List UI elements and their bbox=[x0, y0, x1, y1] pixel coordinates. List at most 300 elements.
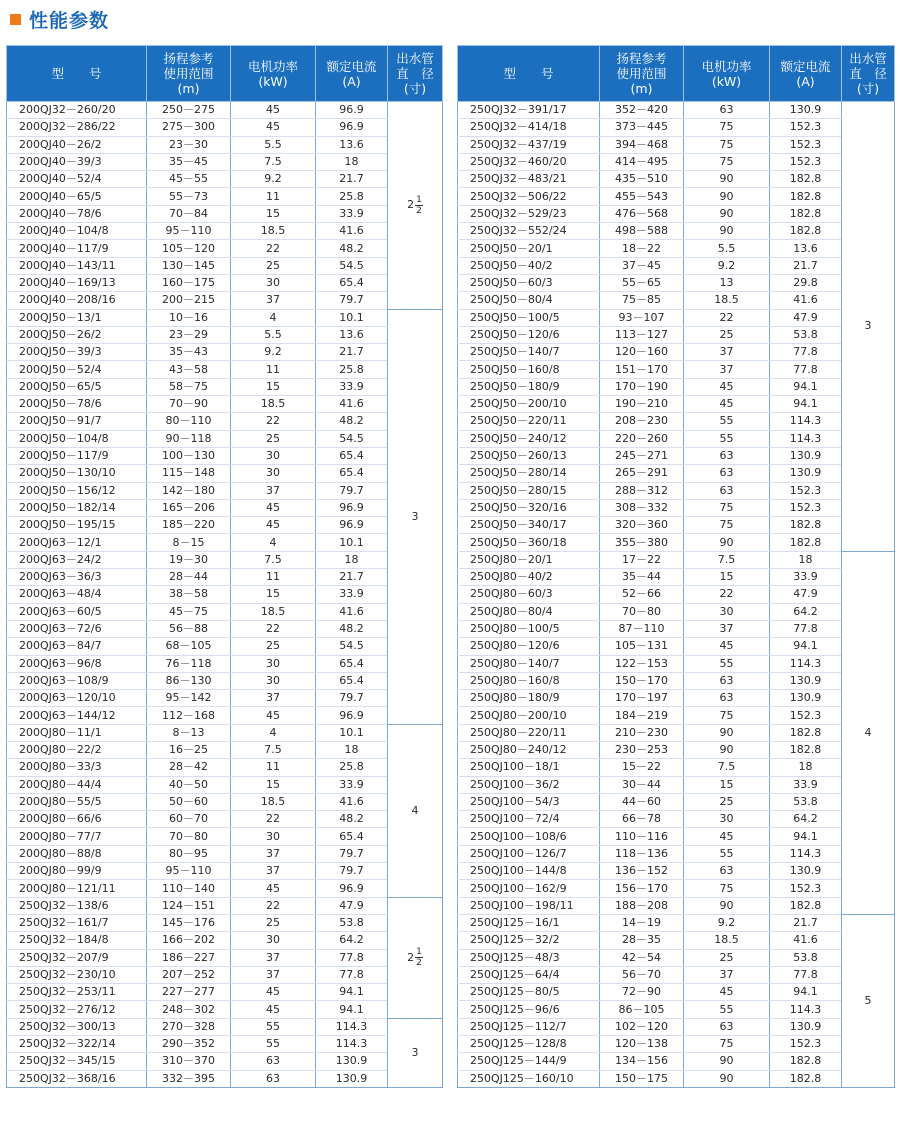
table-row bbox=[458, 603, 895, 620]
current-cell: 21.7 bbox=[316, 171, 388, 188]
power-cell: 45 bbox=[684, 638, 770, 655]
model-cell: 200QJ40－143/11 bbox=[7, 257, 147, 274]
table-row bbox=[458, 188, 895, 205]
current-cell: 29.8 bbox=[770, 274, 842, 291]
current-cell: 64.2 bbox=[770, 603, 842, 620]
model-cell: 200QJ63－72/6 bbox=[7, 620, 147, 637]
power-cell: 5.5 bbox=[231, 136, 316, 153]
current-cell: 182.8 bbox=[770, 724, 842, 741]
head-range-cell: 184－219 bbox=[600, 707, 684, 724]
head-range-cell: 112－168 bbox=[147, 707, 231, 724]
outlet-diameter-cell: 4 bbox=[842, 551, 895, 914]
current-cell: 77.8 bbox=[770, 620, 842, 637]
model-cell: 250QJ32－322/14 bbox=[7, 1036, 147, 1053]
head-range-cell: 38－58 bbox=[147, 586, 231, 603]
power-cell: 25 bbox=[231, 914, 316, 931]
power-cell: 9.2 bbox=[231, 344, 316, 361]
head-range-cell: 120－138 bbox=[600, 1036, 684, 1053]
current-cell: 13.6 bbox=[770, 240, 842, 257]
power-cell: 45 bbox=[231, 119, 316, 136]
head-range-cell: 86－105 bbox=[600, 1001, 684, 1018]
table-row bbox=[458, 447, 895, 464]
model-cell: 200QJ32－260/20 bbox=[7, 102, 147, 119]
model-cell: 200QJ80－99/9 bbox=[7, 863, 147, 880]
power-cell: 4 bbox=[231, 724, 316, 741]
power-cell: 90 bbox=[684, 1070, 770, 1087]
model-cell: 250QJ125－64/4 bbox=[458, 966, 600, 983]
table-row bbox=[7, 707, 443, 724]
power-cell: 90 bbox=[684, 188, 770, 205]
table-row bbox=[7, 949, 443, 966]
current-cell: 53.8 bbox=[770, 326, 842, 343]
head-range-cell: 37－45 bbox=[600, 257, 684, 274]
current-cell: 130.9 bbox=[770, 1018, 842, 1035]
current-cell: 33.9 bbox=[316, 776, 388, 793]
head-range-cell: 145－176 bbox=[147, 914, 231, 931]
table-row bbox=[458, 153, 895, 170]
table-row bbox=[458, 240, 895, 257]
head-range-cell: 394－468 bbox=[600, 136, 684, 153]
power-cell: 25 bbox=[684, 326, 770, 343]
current-cell: 182.8 bbox=[770, 897, 842, 914]
head-range-cell: 45－75 bbox=[147, 603, 231, 620]
head-range-cell: 58－75 bbox=[147, 378, 231, 395]
outlet-diameter-cell: 5 bbox=[842, 914, 895, 1087]
head-range-cell: 200－215 bbox=[147, 292, 231, 309]
table-row bbox=[458, 171, 895, 188]
current-cell: 65.4 bbox=[316, 655, 388, 672]
fraction-numerator: 1 bbox=[416, 194, 422, 205]
model-cell: 200QJ40－39/3 bbox=[7, 153, 147, 170]
table-row bbox=[458, 205, 895, 222]
current-cell: 94.1 bbox=[770, 984, 842, 1001]
table-row bbox=[458, 569, 895, 586]
table-row bbox=[458, 793, 895, 810]
power-cell: 7.5 bbox=[231, 551, 316, 568]
table-row bbox=[7, 914, 443, 931]
model-cell: 200QJ50－182/14 bbox=[7, 499, 147, 516]
current-cell: 182.8 bbox=[770, 534, 842, 551]
fraction-denominator: 2 bbox=[416, 205, 422, 216]
power-cell: 4 bbox=[231, 309, 316, 326]
current-cell: 94.1 bbox=[770, 378, 842, 395]
model-cell: 250QJ80－20/1 bbox=[458, 551, 600, 568]
table-row bbox=[7, 966, 443, 983]
table-row bbox=[7, 223, 443, 240]
model-cell: 250QJ50－100/5 bbox=[458, 309, 600, 326]
table-row bbox=[458, 482, 895, 499]
table-header-row bbox=[458, 46, 895, 102]
head-range-cell: 124－151 bbox=[147, 897, 231, 914]
head-range-cell: 352－420 bbox=[600, 102, 684, 119]
current-cell: 79.7 bbox=[316, 690, 388, 707]
current-cell: 77.8 bbox=[770, 344, 842, 361]
model-cell: 250QJ32－300/13 bbox=[7, 1018, 147, 1035]
power-cell: 15 bbox=[684, 569, 770, 586]
power-cell: 30 bbox=[231, 672, 316, 689]
diameter-fraction bbox=[415, 947, 423, 968]
power-cell: 30 bbox=[231, 932, 316, 949]
model-cell: 250QJ50－160/8 bbox=[458, 361, 600, 378]
head-range-cell: 210－230 bbox=[600, 724, 684, 741]
power-cell: 75 bbox=[684, 517, 770, 534]
power-cell: 45 bbox=[231, 707, 316, 724]
current-cell: 48.2 bbox=[316, 811, 388, 828]
current-cell: 96.9 bbox=[316, 119, 388, 136]
table-row bbox=[7, 447, 443, 464]
model-cell: 200QJ80－55/5 bbox=[7, 793, 147, 810]
head-range-cell: 332－395 bbox=[147, 1070, 231, 1087]
head-range-cell: 185－220 bbox=[147, 517, 231, 534]
head-range-cell: 245－271 bbox=[600, 447, 684, 464]
table-row bbox=[458, 102, 895, 119]
model-cell: 250QJ50－60/3 bbox=[458, 274, 600, 291]
power-cell: 90 bbox=[684, 897, 770, 914]
table-row bbox=[7, 344, 443, 361]
model-cell: 200QJ63－24/2 bbox=[7, 551, 147, 568]
head-range-cell: 115－148 bbox=[147, 465, 231, 482]
model-cell: 200QJ40－78/6 bbox=[7, 205, 147, 222]
current-cell: 79.7 bbox=[316, 292, 388, 309]
model-cell: 250QJ125－96/6 bbox=[458, 1001, 600, 1018]
power-cell: 7.5 bbox=[231, 153, 316, 170]
model-cell: 250QJ80－180/9 bbox=[458, 690, 600, 707]
head-range-cell: 14－19 bbox=[600, 914, 684, 931]
power-cell: 45 bbox=[231, 517, 316, 534]
current-cell: 114.3 bbox=[770, 430, 842, 447]
head-range-cell: 118－136 bbox=[600, 845, 684, 862]
current-cell: 21.7 bbox=[770, 257, 842, 274]
model-cell: 200QJ80－22/2 bbox=[7, 741, 147, 758]
model-cell: 250QJ50－280/14 bbox=[458, 465, 600, 482]
head-range-cell: 55－73 bbox=[147, 188, 231, 205]
header-rated-current: 额定电流 (A) bbox=[770, 46, 842, 102]
table-row bbox=[458, 413, 895, 430]
model-cell: 200QJ50－65/5 bbox=[7, 378, 147, 395]
table-row bbox=[458, 309, 895, 326]
current-cell: 182.8 bbox=[770, 171, 842, 188]
outlet-diameter-cell: 4 bbox=[388, 724, 443, 897]
head-range-cell: 56－70 bbox=[600, 966, 684, 983]
power-cell: 55 bbox=[684, 430, 770, 447]
table-row bbox=[7, 482, 443, 499]
table-row bbox=[458, 759, 895, 776]
current-cell: 182.8 bbox=[770, 205, 842, 222]
current-cell: 96.9 bbox=[316, 102, 388, 119]
model-cell: 250QJ100－144/8 bbox=[458, 863, 600, 880]
table-row bbox=[458, 119, 895, 136]
current-cell: 21.7 bbox=[316, 344, 388, 361]
model-cell: 250QJ125－48/3 bbox=[458, 949, 600, 966]
table-row bbox=[458, 672, 895, 689]
table-row bbox=[458, 914, 895, 931]
model-cell: 250QJ125－128/8 bbox=[458, 1036, 600, 1053]
current-cell: 18 bbox=[316, 551, 388, 568]
current-cell: 10.1 bbox=[316, 534, 388, 551]
header-head-range: 扬程参考 使用范围 (m) bbox=[600, 46, 684, 102]
model-cell: 200QJ63－36/3 bbox=[7, 569, 147, 586]
table-row bbox=[458, 984, 895, 1001]
table-row bbox=[7, 845, 443, 862]
table-row bbox=[7, 1001, 443, 1018]
current-cell: 96.9 bbox=[316, 499, 388, 516]
head-range-cell: 70－80 bbox=[600, 603, 684, 620]
power-cell: 75 bbox=[684, 707, 770, 724]
head-range-cell: 160－175 bbox=[147, 274, 231, 291]
head-range-cell: 10－16 bbox=[147, 309, 231, 326]
head-range-cell: 28－42 bbox=[147, 759, 231, 776]
table-row bbox=[458, 274, 895, 291]
table-row bbox=[458, 257, 895, 274]
table-row bbox=[458, 1001, 895, 1018]
power-cell: 30 bbox=[231, 465, 316, 482]
model-cell: 200QJ80－121/11 bbox=[7, 880, 147, 897]
power-cell: 25 bbox=[231, 638, 316, 655]
model-cell: 200QJ80－11/1 bbox=[7, 724, 147, 741]
model-cell: 250QJ50－220/11 bbox=[458, 413, 600, 430]
header-model: 型 号 bbox=[7, 46, 147, 102]
page-title: 性能参数 bbox=[29, 9, 110, 32]
head-range-cell: 60－70 bbox=[147, 811, 231, 828]
head-range-cell: 186－227 bbox=[147, 949, 231, 966]
head-range-cell: 156－170 bbox=[600, 880, 684, 897]
power-cell: 63 bbox=[231, 1053, 316, 1070]
current-cell: 18 bbox=[770, 551, 842, 568]
current-cell: 41.6 bbox=[770, 292, 842, 309]
power-cell: 30 bbox=[684, 811, 770, 828]
current-cell: 25.8 bbox=[316, 759, 388, 776]
head-range-cell: 134－156 bbox=[600, 1053, 684, 1070]
power-cell: 90 bbox=[684, 223, 770, 240]
model-cell: 200QJ63－12/1 bbox=[7, 534, 147, 551]
power-cell: 37 bbox=[684, 966, 770, 983]
power-cell: 25 bbox=[684, 949, 770, 966]
power-cell: 45 bbox=[684, 984, 770, 1001]
model-cell: 250QJ32－437/19 bbox=[458, 136, 600, 153]
head-range-cell: 45－55 bbox=[147, 171, 231, 188]
head-range-cell: 275－300 bbox=[147, 119, 231, 136]
power-cell: 37 bbox=[231, 690, 316, 707]
current-cell: 77.8 bbox=[770, 966, 842, 983]
current-cell: 79.7 bbox=[316, 863, 388, 880]
table-row bbox=[7, 690, 443, 707]
power-cell: 25 bbox=[231, 430, 316, 447]
model-cell: 200QJ50－195/15 bbox=[7, 517, 147, 534]
power-cell: 22 bbox=[231, 897, 316, 914]
model-cell: 250QJ80－80/4 bbox=[458, 603, 600, 620]
current-cell: 18 bbox=[770, 759, 842, 776]
power-cell: 90 bbox=[684, 534, 770, 551]
current-cell: 10.1 bbox=[316, 724, 388, 741]
power-cell: 18.5 bbox=[231, 793, 316, 810]
table-row bbox=[458, 724, 895, 741]
table-row bbox=[7, 413, 443, 430]
table-row bbox=[458, 811, 895, 828]
power-cell: 7.5 bbox=[684, 759, 770, 776]
power-cell: 15 bbox=[231, 205, 316, 222]
model-cell: 200QJ63－60/5 bbox=[7, 603, 147, 620]
head-range-cell: 18－22 bbox=[600, 240, 684, 257]
current-cell: 94.1 bbox=[770, 828, 842, 845]
header-outlet-diameter: 出水管 直 径 (寸) bbox=[388, 46, 443, 102]
model-cell: 200QJ80－77/7 bbox=[7, 828, 147, 845]
table-row bbox=[458, 897, 895, 914]
table-row bbox=[458, 776, 895, 793]
power-cell: 25 bbox=[684, 793, 770, 810]
head-range-cell: 70－80 bbox=[147, 828, 231, 845]
table-row bbox=[7, 240, 443, 257]
head-range-cell: 113－127 bbox=[600, 326, 684, 343]
table-row bbox=[458, 828, 895, 845]
power-cell: 55 bbox=[684, 655, 770, 672]
head-range-cell: 288－312 bbox=[600, 482, 684, 499]
model-cell: 250QJ100－54/3 bbox=[458, 793, 600, 810]
current-cell: 25.8 bbox=[316, 188, 388, 205]
table-row bbox=[458, 136, 895, 153]
power-cell: 45 bbox=[231, 880, 316, 897]
table-row bbox=[7, 517, 443, 534]
performance-table-right bbox=[457, 45, 895, 1088]
power-cell: 30 bbox=[231, 828, 316, 845]
diameter-whole: 2 bbox=[407, 198, 415, 212]
table-row bbox=[458, 223, 895, 240]
table-row bbox=[7, 361, 443, 378]
head-range-cell: 93－107 bbox=[600, 309, 684, 326]
section-title bbox=[10, 6, 109, 32]
current-cell: 152.3 bbox=[770, 1036, 842, 1053]
power-cell: 18.5 bbox=[231, 396, 316, 413]
table-row bbox=[458, 1036, 895, 1053]
current-cell: 65.4 bbox=[316, 672, 388, 689]
table-row bbox=[7, 655, 443, 672]
power-cell: 75 bbox=[684, 136, 770, 153]
current-cell: 182.8 bbox=[770, 223, 842, 240]
power-cell: 63 bbox=[684, 863, 770, 880]
head-range-cell: 43－58 bbox=[147, 361, 231, 378]
table-row bbox=[458, 378, 895, 395]
head-range-cell: 15－22 bbox=[600, 759, 684, 776]
current-cell: 114.3 bbox=[316, 1036, 388, 1053]
head-range-cell: 151－170 bbox=[600, 361, 684, 378]
power-cell: 45 bbox=[231, 102, 316, 119]
current-cell: 10.1 bbox=[316, 309, 388, 326]
power-cell: 22 bbox=[684, 586, 770, 603]
current-cell: 152.3 bbox=[770, 880, 842, 897]
fraction-denominator: 2 bbox=[416, 958, 422, 969]
table-row bbox=[458, 499, 895, 516]
model-cell: 250QJ100－108/6 bbox=[458, 828, 600, 845]
model-cell: 200QJ63－144/12 bbox=[7, 707, 147, 724]
head-range-cell: 102－120 bbox=[600, 1018, 684, 1035]
current-cell: 130.9 bbox=[770, 863, 842, 880]
head-range-cell: 40－50 bbox=[147, 776, 231, 793]
table-body-right bbox=[458, 102, 895, 1088]
model-cell: 250QJ50－240/12 bbox=[458, 430, 600, 447]
head-range-cell: 165－206 bbox=[147, 499, 231, 516]
current-cell: 77.8 bbox=[770, 361, 842, 378]
head-range-cell: 290－352 bbox=[147, 1036, 231, 1053]
table-row bbox=[458, 638, 895, 655]
model-cell: 250QJ32－483/21 bbox=[458, 171, 600, 188]
head-range-cell: 70－90 bbox=[147, 396, 231, 413]
power-cell: 55 bbox=[684, 1001, 770, 1018]
head-range-cell: 35－45 bbox=[147, 153, 231, 170]
head-range-cell: 150－175 bbox=[600, 1070, 684, 1087]
head-range-cell: 170－197 bbox=[600, 690, 684, 707]
model-cell: 250QJ50－180/9 bbox=[458, 378, 600, 395]
model-cell: 250QJ100－198/11 bbox=[458, 897, 600, 914]
head-range-cell: 455－543 bbox=[600, 188, 684, 205]
head-range-cell: 308－332 bbox=[600, 499, 684, 516]
table-row bbox=[7, 465, 443, 482]
power-cell: 45 bbox=[231, 499, 316, 516]
model-cell: 200QJ80－88/8 bbox=[7, 845, 147, 862]
model-cell: 200QJ80－33/3 bbox=[7, 759, 147, 776]
current-cell: 182.8 bbox=[770, 517, 842, 534]
current-cell: 79.7 bbox=[316, 482, 388, 499]
head-range-cell: 100－130 bbox=[147, 447, 231, 464]
header-head-range: 扬程参考 使用范围 (m) bbox=[147, 46, 231, 102]
current-cell: 47.9 bbox=[770, 309, 842, 326]
current-cell: 54.5 bbox=[316, 257, 388, 274]
power-cell: 13 bbox=[684, 274, 770, 291]
head-range-cell: 87－110 bbox=[600, 620, 684, 637]
power-cell: 55 bbox=[231, 1018, 316, 1035]
current-cell: 130.9 bbox=[770, 447, 842, 464]
power-cell: 63 bbox=[684, 102, 770, 119]
table-row bbox=[7, 102, 443, 119]
table-row bbox=[458, 655, 895, 672]
model-cell: 250QJ32－552/24 bbox=[458, 223, 600, 240]
power-cell: 90 bbox=[684, 741, 770, 758]
table-row bbox=[458, 534, 895, 551]
model-cell: 250QJ50－20/1 bbox=[458, 240, 600, 257]
current-cell: 25.8 bbox=[316, 361, 388, 378]
current-cell: 130.9 bbox=[770, 465, 842, 482]
model-cell: 250QJ32－230/10 bbox=[7, 966, 147, 983]
power-cell: 37 bbox=[231, 482, 316, 499]
diameter-fraction bbox=[415, 195, 423, 216]
power-cell: 37 bbox=[684, 344, 770, 361]
outlet-diameter-cell: 3 bbox=[388, 1018, 443, 1087]
model-cell: 250QJ50－260/13 bbox=[458, 447, 600, 464]
model-cell: 200QJ40－169/13 bbox=[7, 274, 147, 291]
power-cell: 63 bbox=[684, 1018, 770, 1035]
current-cell: 152.3 bbox=[770, 707, 842, 724]
current-cell: 65.4 bbox=[316, 828, 388, 845]
current-cell: 94.1 bbox=[770, 638, 842, 655]
head-range-cell: 142－180 bbox=[147, 482, 231, 499]
table-row bbox=[7, 932, 443, 949]
model-cell: 200QJ40－208/16 bbox=[7, 292, 147, 309]
model-cell: 200QJ63－96/8 bbox=[7, 655, 147, 672]
table-row bbox=[7, 759, 443, 776]
model-cell: 250QJ32－345/15 bbox=[7, 1053, 147, 1070]
current-cell: 94.1 bbox=[316, 1001, 388, 1018]
table-row bbox=[7, 378, 443, 395]
current-cell: 114.3 bbox=[770, 845, 842, 862]
model-cell: 250QJ80－120/6 bbox=[458, 638, 600, 655]
head-range-cell: 136－152 bbox=[600, 863, 684, 880]
table-row bbox=[458, 690, 895, 707]
head-range-cell: 95－110 bbox=[147, 863, 231, 880]
current-cell: 48.2 bbox=[316, 240, 388, 257]
head-range-cell: 90－118 bbox=[147, 430, 231, 447]
table-row bbox=[7, 741, 443, 758]
power-cell: 37 bbox=[231, 845, 316, 862]
model-cell: 250QJ100－36/2 bbox=[458, 776, 600, 793]
outlet-diameter-cell: 3 bbox=[388, 309, 443, 724]
